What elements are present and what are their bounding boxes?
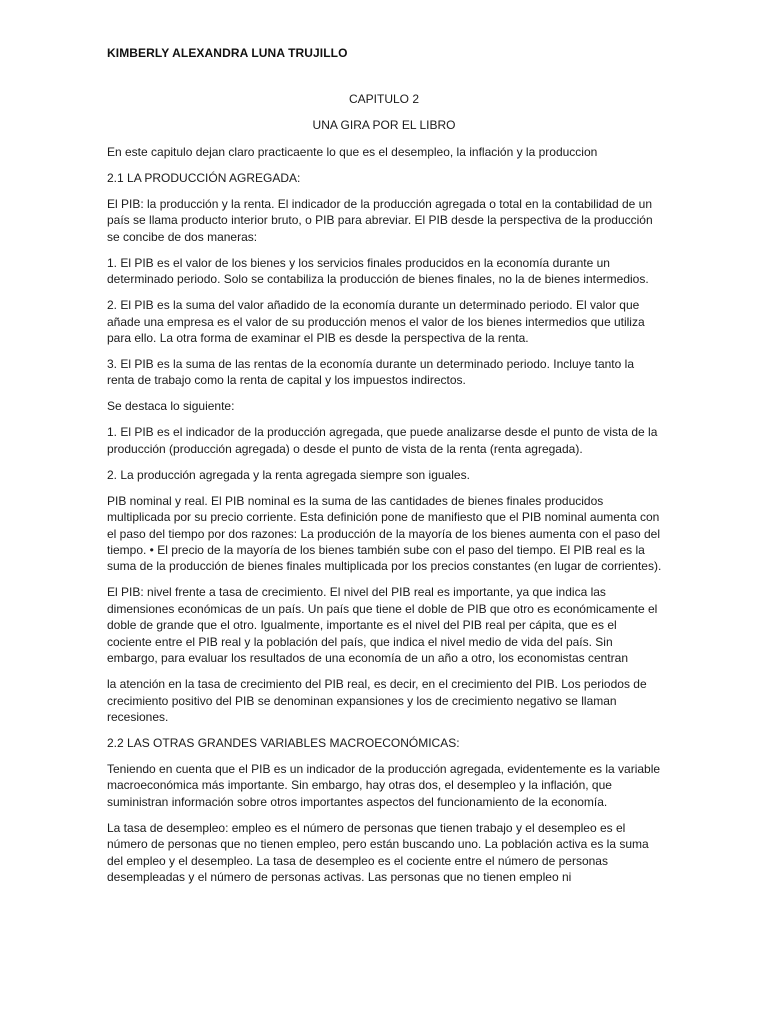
body-paragraph: Se destaca lo siguiente:: [107, 399, 235, 414]
body-paragraph: PIB nominal y real. El PIB nominal es la suma de las cantidades de bienes finales producidos multiplicada por su precio corriente. Esta definición pone de manifiesto que el PIB nominal aumenta con el paso del tiempo por dos razones: La producción de la mayoría de los bienes aumenta con el paso del tiempo. • El precio de la mayoría de los bienes también sube con el paso del tiempo. El PIB real es la suma de la producción de bienes finales multiplicada por los precios constantes (en lugar de corrientes).: [107, 493, 662, 574]
intro-paragraph: En este capitulo dejan claro practicaente lo que es el desempleo, la inflación y la produccion: [107, 145, 598, 159]
chapter-subtitle: UNA GIRA POR EL LIBRO: [312, 118, 456, 132]
body-paragraph: 3. El PIB es la suma de las rentas de la economía durante un determinado periodo. Incluye tanto la renta de trabajo como la renta de capital y los impuestos indirectos.: [107, 357, 634, 388]
body-paragraph: la atención en la tasa de crecimiento del PIB real, es decir, en el crecimiento del PIB. Los periodos de crecimiento positivo del PIB se denominan expansiones y los de crecimiento negativo se llaman recesiones.: [107, 677, 647, 724]
section-heading-2-1: 2.1 LA PRODUCCIÓN AGREGADA:: [107, 171, 301, 185]
body-paragraph: 2. La producción agregada y la renta agregada siempre son iguales.: [107, 467, 470, 482]
body-paragraph: Teniendo en cuenta que el PIB es un indicador de la producción agregada, evidentemente es la variable macroeconómica más importante. Sin embargo, hay otras dos, el desempleo y la inflación, que suministran información sobre otros importantes aspectos del funcionamiento de la economía.: [107, 761, 661, 809]
section-heading-2-2: 2.2 LAS OTRAS GRANDES VARIABLES MACROECONÓMICAS:: [107, 735, 460, 750]
body-paragraph: El PIB: nivel frente a tasa de crecimiento. El nivel del PIB real es importante, ya que indica las dimensiones económicas de un país. Un país que tiene el doble de PIB que otro es económicamente el doble de grande que el otro. Igualmente, importante es el nivel del PIB real per cápita, que es el cociente entre el PIB real y la población del país, que indica el nivel medio de vida del país. Sin embargo, para evaluar los resultados de una economía de un año a otro, los economistas centran: [107, 585, 658, 666]
author-name: KIMBERLY ALEXANDRA LUNA TRUJILLO: [107, 46, 348, 60]
body-paragraph: El PIB: la producción y la renta. El indicador de la producción agregada o total en la contabilidad de un país se llama producto interior bruto, o PIB para abreviar. El PIB desde la perspectiva de la producción se concibe de dos maneras:: [107, 197, 653, 244]
body-paragraph: 1. El PIB es el indicador de la producción agregada, que puede analizarse desde el punto de vista de la producción (producción agregada) o desde el punto de vista de la renta (renta agregada).: [107, 425, 658, 456]
body-paragraph: 1. El PIB es el valor de los bienes y los servicios finales producidos en la economía durante un determinado periodo. Solo se contabiliza la producción de bienes finales, no la de bienes intermedios.: [107, 255, 649, 287]
body-paragraph: La tasa de desempleo: empleo es el número de personas que tienen trabajo y el desempleo es el número de personas que no tienen empleo, pero están buscando uno. La población activa es la suma del empleo y el desempleo. La tasa de desempleo es el cociente entre el número de personas desempleadas y el número de personas activas. Las personas que no tienen empleo ni: [107, 820, 649, 884]
document-body: [107, 144, 663, 895]
body-paragraph: 2. El PIB es la suma del valor añadido de la economía durante un determinado periodo. El valor que añade una empresa es el valor de su producción menos el valor de los bienes intermedios que utiliza para ello. La otra forma de examinar el PIB es desde la perspectiva de la renta.: [107, 298, 645, 346]
chapter-title: CAPITULO 2: [348, 92, 420, 106]
